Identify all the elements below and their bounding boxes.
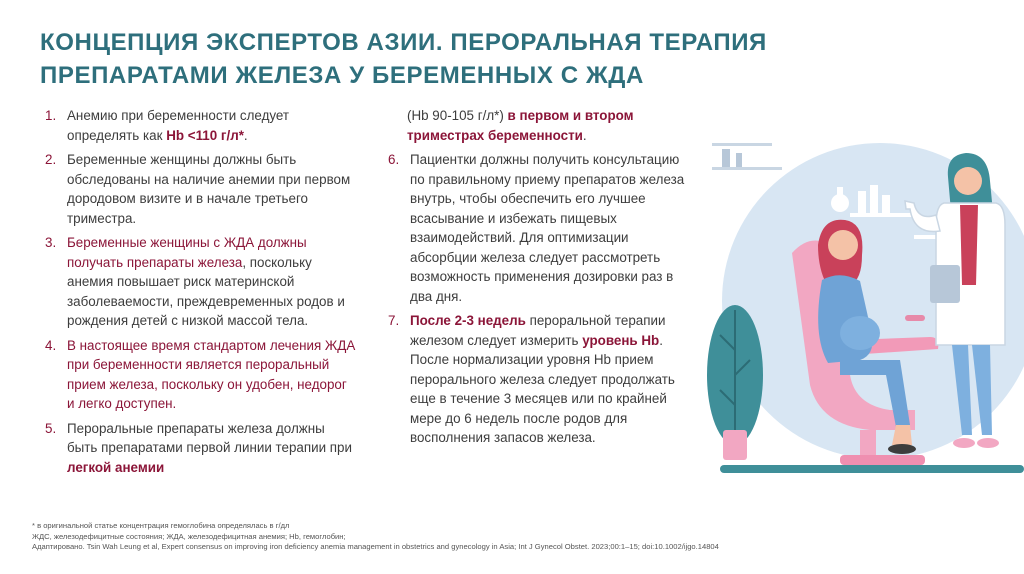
item-text: . После нормализации уровня Hb прием перорального железа следует продолжать еще в течение 3 месяцев или по крайней мере до 6 недель после родов для восполнения запасов железа.: [410, 332, 675, 445]
item-text: Анемию при беременности следует определять как: [67, 108, 290, 143]
shelf-icon: [712, 143, 782, 170]
list-item: [388, 150, 693, 306]
item-text: Пациентки должны получить консультацию по правильному приему препаратов железа внутрь, чтобы обеспечить его лучшее всасывание и избежать пищевых взаимодействий. Для оптимизации абсорбции железа следует рассмотреть возможность применения дозировки раз в два дня.: [410, 152, 685, 304]
item-highlight: В настоящее время стандартом лечения ЖДА при беременности является пероральный прием железа, поскольку он удобен, недорог и легко доступен.: [67, 337, 356, 411]
item-text: (Hb 90-105 г/л*): [407, 108, 508, 123]
item-number: 3.: [45, 235, 57, 250]
item-number: 1.: [45, 108, 57, 123]
item-text: Пероральные препараты железа должны быть препаратами первой линии терапии при: [67, 420, 352, 455]
footnotes: [32, 521, 719, 553]
list-item: [45, 419, 357, 478]
item-text: пероральной терапии железом следует измерить: [410, 313, 666, 348]
item-number: 6.: [388, 152, 400, 167]
item-highlight: После 2-3 недель: [410, 313, 526, 328]
item-text: .: [243, 127, 248, 143]
list-item: [45, 336, 357, 414]
item-highlight: Hb <110 г/л*: [166, 127, 244, 143]
item-highlight: в первом и втором триместрах беременности: [407, 108, 634, 143]
item-number: 7.: [388, 313, 400, 328]
list-item: [45, 106, 357, 145]
title-line-2: ПРЕПАРАТАМИ ЖЕЛЕЗА У БЕРЕМЕННЫХ С ЖДА: [40, 62, 644, 89]
item-highlight: легкой анемии: [67, 459, 165, 475]
right-column: [388, 106, 693, 453]
plant-icon: [707, 305, 763, 460]
item-text: Беременные женщины должны быть обследованы на наличие анемии при первом дородовом визите и в начале третьего триместра.: [67, 152, 351, 226]
footnote: ЖДС, железодефицитные состояния; ЖДА, железодефицитная анемия; Hb, гемоглобин;: [32, 531, 346, 541]
item-number: 4.: [45, 337, 57, 353]
item-number: 5.: [45, 420, 57, 436]
footnote: * в оригинальной статье концентрация гемоглобина определялась в г/дл: [32, 521, 290, 530]
item-highlight: Беременные женщины с ЖДА должны получать препараты железа: [67, 235, 307, 270]
list-item: [388, 311, 693, 448]
title-line-1: КОНЦЕПЦИЯ ЭКСПЕРТОВ АЗИИ. ПЕРОРАЛЬНАЯ ТЕРАПИЯ: [40, 29, 767, 56]
left-column: [45, 106, 357, 482]
floor-line: [720, 465, 1024, 473]
doctor-consulting-pregnant-patient-illustration: [700, 105, 1024, 485]
item-number: 2.: [45, 152, 57, 167]
list-item: [45, 233, 357, 331]
item-text: , поскольку анемия повышает риск материнской заболеваемости, преждевременных родов и рождения детей с низкой массой тела.: [67, 254, 345, 328]
slide-title: [40, 26, 940, 92]
list-item-continuation: [388, 106, 693, 145]
footnote-citation: Адаптировано. Tsin Wah Leung et al, Expert consensus on improving iron deficiency anemia management in obstetrics and gynecology in Asia; Int J Gynecol Obstet. 2023;00:1–15; doi:10.1002/ijgo.14804: [32, 542, 719, 552]
list-item: [45, 150, 357, 228]
item-highlight: уровень Hb: [582, 332, 660, 348]
item-text: .: [582, 127, 587, 143]
